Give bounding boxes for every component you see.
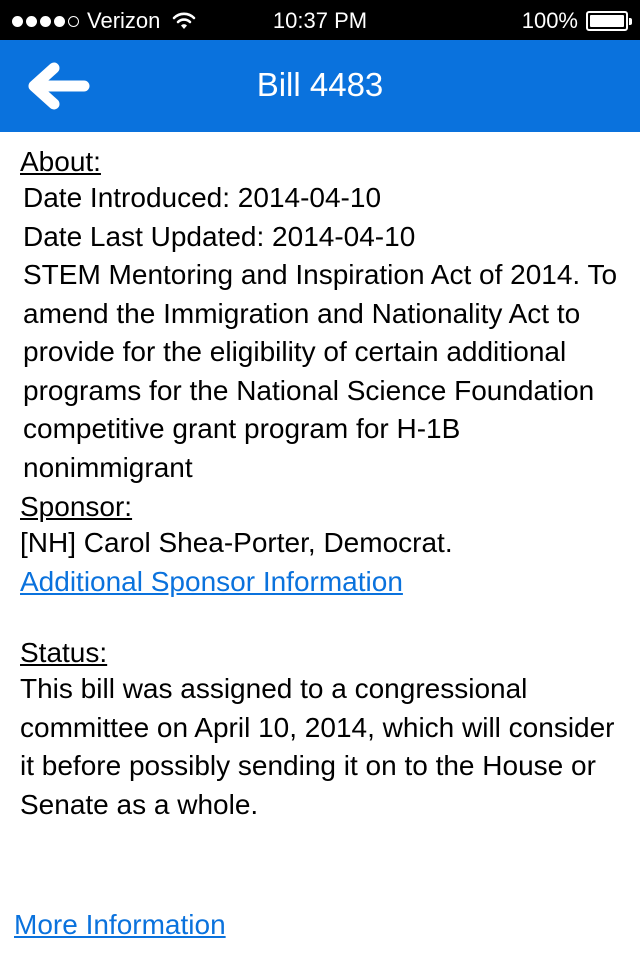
status-section (20, 636, 620, 824)
battery-percent: 100% (521, 8, 578, 33)
page-title: Bill 4483 (256, 66, 384, 103)
battery-icon (586, 11, 628, 31)
about-scroll-area[interactable] (23, 179, 623, 483)
bill-description: STEM Mentoring and Inspiration Act of 2014. To amend the Immigration and Nationality Act to provide for the eligibility of certain additional programs for the National Science Foundation competitive grant program for H-1B nonimmigrant (23, 259, 618, 483)
navigation-bar (0, 40, 640, 132)
sponsor-name: [NH] Carol Shea-Porter, Democrat. (20, 527, 453, 558)
status-bar (0, 0, 640, 40)
carrier-name: Verizon (87, 8, 161, 33)
about-section (20, 145, 620, 483)
sponsor-label: Sponsor: (20, 491, 133, 522)
date-last-updated: Date Last Updated: 2014-04-10 (23, 220, 416, 252)
about-label: About: (20, 146, 101, 177)
status-right (522, 8, 628, 34)
additional-sponsor-info-link[interactable]: Additional Sponsor Information (20, 566, 403, 597)
more-information-link[interactable]: More Information (14, 909, 226, 940)
status-text: This bill was assigned to a congressional committee on April 10, 2014, which will consider it before possibly sending it on to the House or Senate as a whole. (20, 673, 615, 820)
date-introduced: Date Introduced: 2014-04-10 (23, 182, 382, 213)
status-label: Status: (20, 637, 108, 668)
battery-tip (629, 18, 632, 25)
sponsor-section (20, 490, 620, 602)
clock: 10:37 PM (272, 8, 368, 33)
battery-fill (590, 15, 624, 27)
